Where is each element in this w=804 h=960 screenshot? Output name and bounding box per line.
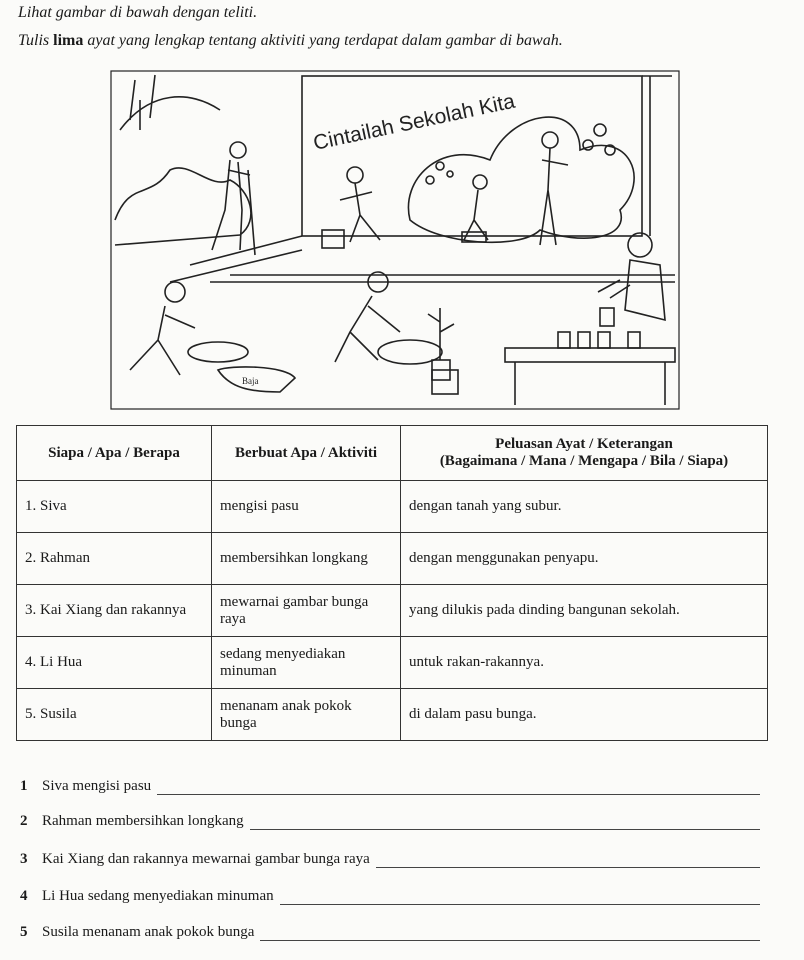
cell-extension: dengan tanah yang subur.	[401, 481, 768, 533]
person-susila	[335, 272, 458, 394]
cell-who: 4. Li Hua	[17, 637, 212, 689]
table-row	[17, 533, 768, 585]
person-li-hua	[598, 233, 665, 320]
cell-extension: yang dilukis pada dinding bangunan sekolah.	[401, 585, 768, 637]
answer-line-1	[20, 778, 760, 795]
banner-text: Cintailah Sekolah Kita	[311, 89, 518, 155]
sack-label: Baja	[242, 376, 259, 386]
instruction-line-2	[18, 32, 563, 50]
answer-line-5	[20, 924, 760, 941]
person-painter-2	[462, 175, 488, 242]
cell-what: mewarnai gambar bunga raya	[212, 585, 401, 637]
person-kai-xiang	[540, 132, 568, 245]
answer-line-3	[20, 851, 760, 868]
header-who: Siapa / Apa / Berapa	[17, 426, 212, 481]
cell-extension: di dalam pasu bunga.	[401, 689, 768, 741]
cell-who: 5. Susila	[17, 689, 212, 741]
cell-what: mengisi pasu	[212, 481, 401, 533]
instruction-bold: lima	[53, 32, 84, 49]
answer-blank[interactable]	[260, 926, 760, 941]
cell-extension: untuk rakan-rakannya.	[401, 637, 768, 689]
answer-number: 4	[20, 888, 28, 904]
answer-line-4	[20, 888, 760, 905]
answer-number: 5	[20, 924, 28, 940]
header-what: Berbuat Apa / Aktiviti	[212, 426, 401, 481]
person-rahman	[212, 142, 255, 255]
activity-table	[16, 425, 768, 741]
cell-who: 2. Rahman	[17, 533, 212, 585]
instruction-text: Tulis	[18, 32, 54, 49]
cell-who: 1. Siva	[17, 481, 212, 533]
answer-blank[interactable]	[157, 780, 760, 795]
answer-blank[interactable]	[250, 815, 760, 830]
tree	[120, 75, 220, 130]
answer-number: 2	[20, 813, 28, 829]
answer-text: Siva mengisi pasu	[42, 778, 152, 794]
cell-what: sedang menyediakan minuman	[212, 637, 401, 689]
answer-line-2	[20, 813, 760, 830]
cell-what: membersihkan longkang	[212, 533, 401, 585]
person-siva	[130, 282, 295, 392]
answer-text: Kai Xiang dan rakannya mewarnai gambar bunga raya	[42, 851, 370, 867]
cell-who: 3. Kai Xiang dan rakannya	[17, 585, 212, 637]
header-extension-line1: Peluasan Ayat / Keterangan	[495, 436, 673, 452]
instruction-text: ayat yang lengkap tentang aktiviti yang terdapat dalam gambar di bawah.	[83, 32, 563, 49]
table-header-row	[17, 426, 768, 481]
cell-extension: dengan menggunakan penyapu.	[401, 533, 768, 585]
header-extension	[401, 426, 768, 481]
answer-blank[interactable]	[280, 890, 760, 905]
table-row	[17, 481, 768, 533]
answer-number: 1	[20, 778, 28, 794]
activity-illustration	[110, 70, 680, 410]
table-row	[17, 637, 768, 689]
header-extension-line2: (Bagaimana / Mana / Mengapa / Bila / Siapa)	[439, 453, 729, 469]
drinks-table	[505, 308, 675, 405]
bush	[115, 168, 251, 245]
answer-blank[interactable]	[376, 853, 760, 868]
answer-text: Rahman membersihkan longkang	[42, 813, 244, 829]
cell-what: menanam anak pokok bunga	[212, 689, 401, 741]
answer-text: Li Hua sedang menyediakan minuman	[42, 888, 274, 904]
instruction-line-1: Lihat gambar di bawah dengan teliti.	[18, 4, 258, 21]
answer-text: Susila menanam anak pokok bunga	[42, 924, 255, 940]
answer-number: 3	[20, 851, 28, 867]
table-row	[17, 689, 768, 741]
table-row	[17, 585, 768, 637]
